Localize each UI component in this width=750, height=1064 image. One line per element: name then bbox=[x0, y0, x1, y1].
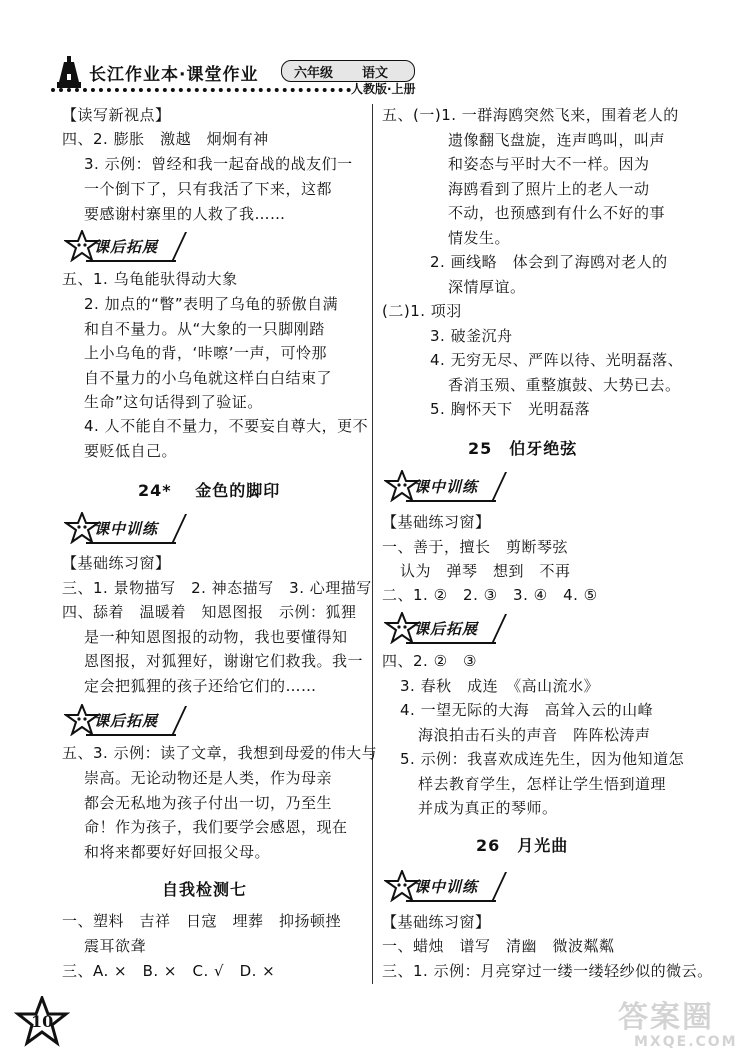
answer-line: 三、1. 示例：月亮穿过一缕一缕轻纱似的微云。 bbox=[382, 962, 713, 980]
answer-line: 五、(一)1. 一群海鸥突然飞来，围着老人的 bbox=[382, 106, 679, 124]
answer-line: 情发生。 bbox=[448, 229, 511, 247]
answer-line: 不动，也预感到有什么不好的事 bbox=[448, 204, 666, 222]
kehou-tuozhan-banner bbox=[384, 614, 496, 644]
banner-title: 课后拓展 bbox=[94, 712, 159, 730]
answer-line: (二)1. 项羽 bbox=[382, 302, 462, 320]
answer-line: 四、2. ② ③ bbox=[382, 652, 477, 670]
answer-line: 都会无私地为孩子付出一切，乃至生 bbox=[84, 794, 333, 812]
answer-line: 3. 春秋 成连 《高山流水》 bbox=[400, 677, 600, 695]
watermark-text: 答案圈 bbox=[618, 1000, 714, 1035]
answer-line: 五、3. 示例：读了文章，我想到母爱的伟大与 bbox=[62, 744, 378, 762]
answer-line: 是一种知恩图报的动物，我也要懂得知 bbox=[84, 628, 348, 646]
answer-line: 海鸥看到了照片上的老人一动 bbox=[448, 180, 650, 198]
answer-line: 一个倒下了，只有我活了下来，这都 bbox=[84, 180, 333, 198]
kehou-tuozhan-banner bbox=[64, 706, 176, 736]
answer-line: 和姿态与平时大不一样。因为 bbox=[448, 155, 650, 173]
answer-line: 遗像翻飞盘旋，连声鸣叫，叫声 bbox=[448, 131, 666, 149]
subject-label: 语文 bbox=[362, 66, 389, 81]
grade-label: 六年级 bbox=[294, 66, 334, 81]
banner-title: 课中训练 bbox=[414, 478, 479, 496]
lesson-title: 24* 金色的脚印 bbox=[138, 481, 281, 500]
answer-line: 四、舔着 温暖着 知恩图报 示例：狐狸 bbox=[62, 603, 357, 621]
answer-line: 海浪拍击石头的声音 阵阵松涛声 bbox=[418, 726, 651, 744]
section-label: 【基础练习窗】 bbox=[62, 554, 171, 572]
section-label: 【基础练习窗】 bbox=[382, 513, 491, 531]
answer-line: 3. 破釜沉舟 bbox=[430, 327, 513, 345]
dotted-rule bbox=[51, 88, 351, 92]
answer-line: 恩图报，对狐狸好，谢谢它们救我。我一 bbox=[84, 652, 364, 670]
answer-line: 崇高。无论动物还是人类，作为母亲 bbox=[84, 769, 333, 787]
answer-line: 一、蜡烛 谱写 清幽 微波粼粼 bbox=[382, 937, 615, 955]
column-divider bbox=[372, 104, 373, 984]
answer-line: 2. 加点的“瞥”表明了乌龟的骄傲自满 bbox=[84, 295, 339, 313]
answer-line: 并成为真正的琴师。 bbox=[418, 799, 558, 817]
answer-line: 上小乌龟的背，‘咔嚓’一声，可怜那 bbox=[84, 344, 328, 362]
answer-line: 和自不量力。从“大象的一只脚刚踏 bbox=[84, 320, 325, 338]
answer-line: 4. 一望无际的大海 高耸入云的山峰 bbox=[400, 701, 654, 719]
answer-line: 命！作为孩子，我们要学会感恩，现在 bbox=[84, 818, 348, 836]
answer-line: 2. 画线略 体会到了海鸥对老人的 bbox=[430, 253, 668, 271]
banner-title: 课后拓展 bbox=[94, 238, 159, 256]
kezhong-xunlian-banner bbox=[64, 514, 176, 544]
edition-label: 人教版·上册 bbox=[351, 82, 416, 96]
page-number: 10 bbox=[31, 1012, 54, 1031]
page-number-badge bbox=[14, 996, 70, 1048]
banner-title: 课中训练 bbox=[414, 878, 479, 896]
lesson-title: 26 月光曲 bbox=[476, 836, 569, 855]
banner-title: 课中训练 bbox=[94, 520, 159, 538]
section-label: 【基础练习窗】 bbox=[382, 913, 491, 931]
answer-line: 四、2. 膨胀 激越 炯炯有神 bbox=[62, 130, 269, 148]
section-label: 【读写新视点】 bbox=[62, 106, 171, 124]
lesson-title: 25 伯牙绝弦 bbox=[468, 439, 578, 458]
lesson-title: 自我检测七 bbox=[162, 880, 248, 899]
kezhong-xunlian-banner bbox=[384, 472, 496, 502]
answer-line: 定会把狐狸的孩子还给它们的…… bbox=[84, 677, 317, 695]
answer-line: 生命”这句话得到了验证。 bbox=[84, 393, 263, 411]
answer-line: 一、塑料 吉祥 日寇 埋葬 抑扬顿挫 bbox=[62, 912, 342, 930]
answer-line: 一、善于，擅长 剪断琴弦 bbox=[382, 538, 569, 556]
watermark-url: MXQE.COM bbox=[634, 1034, 738, 1050]
answer-line: 和将来都要好好回报父母。 bbox=[84, 843, 271, 861]
answer-line: 5. 示例：我喜欢成连先生，因为他知道怎 bbox=[400, 750, 685, 768]
answer-line: 香消玉殒、重整旗鼓、大势已去。 bbox=[448, 376, 681, 394]
tower-logo-icon bbox=[55, 54, 83, 90]
answer-line: 3. 示例：曾经和我一起奋战的战友们一 bbox=[84, 155, 353, 173]
kehou-tuozhan-banner bbox=[64, 232, 176, 262]
grade-subject-badge bbox=[281, 60, 415, 82]
answer-line: 震耳欲聋 bbox=[84, 937, 147, 955]
answer-line: 自不量力的小乌龟就这样白白结束了 bbox=[84, 369, 333, 387]
answer-line: 认为 弹琴 想到 不再 bbox=[400, 562, 571, 580]
answer-line: 4. 人不能自不量力，不要妄自尊大，更不 bbox=[84, 417, 369, 435]
banner-title: 课后拓展 bbox=[414, 620, 479, 638]
answer-line: 深情厚谊。 bbox=[448, 278, 526, 296]
answer-line: 二、1. ② 2. ③ 3. ④ 4. ⑤ bbox=[382, 586, 598, 604]
answer-line: 五、1. 乌龟能驮得动大象 bbox=[62, 270, 238, 288]
header bbox=[55, 54, 425, 102]
answer-line: 三、A. × B. × C. √ D. × bbox=[62, 962, 276, 980]
answer-line: 三、1. 景物描写 2. 神态描写 3. 心理描写 bbox=[62, 579, 372, 597]
answer-line: 5. 胸怀天下 光明磊落 bbox=[430, 400, 591, 418]
answer-line: 要贬低自己。 bbox=[84, 442, 178, 460]
kezhong-xunlian-banner bbox=[384, 872, 496, 902]
answer-line: 样去教育学生，怎样让学生悟到道理 bbox=[418, 775, 667, 793]
series-title: 长江作业本·课堂作业 bbox=[89, 65, 259, 85]
watermark bbox=[618, 990, 744, 1056]
answer-line: 4. 无穷无尽、严阵以待、光明磊落、 bbox=[430, 351, 684, 369]
answer-line: 要感谢村寨里的人救了我…… bbox=[84, 205, 286, 223]
